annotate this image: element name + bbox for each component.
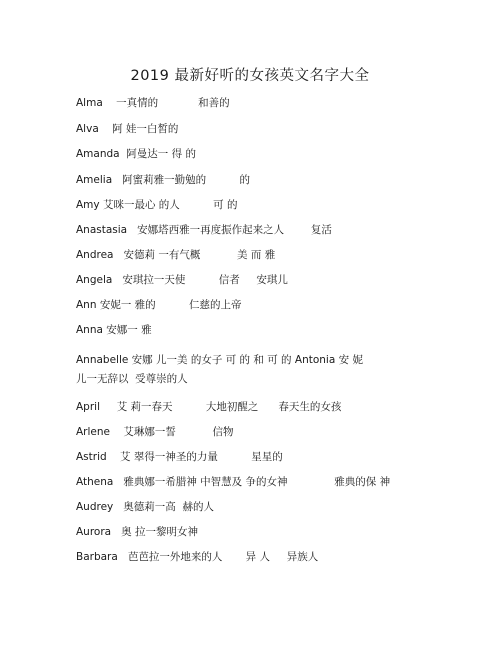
name-entry-arlene: Arlene 艾琳娜一誓 信物 bbox=[76, 426, 234, 438]
name-entry-andrea: Andrea 安德莉 一有气概 美 而 雅 bbox=[76, 249, 276, 261]
name-entry-ann: Ann 安妮一 雅的 仁慈的上帝 bbox=[76, 299, 242, 311]
name-entry-amanda: Amanda 阿曼达一 得 的 bbox=[76, 148, 196, 160]
name-entry-antonia-continued: 儿一无辞以 受尊崇的人 bbox=[76, 373, 188, 385]
name-entry-amy: Amy 艾咪一最心 的人 可 的 bbox=[76, 199, 238, 211]
name-entry-annabelle: Annabelle 安娜 儿一美 的女子 可 的 和 可 的 Antonia 安 妮 bbox=[76, 354, 363, 366]
name-entry-amelia: Amelia 阿蜜莉雅一勤勉的 的 bbox=[76, 174, 251, 186]
name-entry-athena: Athena 雅典娜一希腊神 中智慧及 争的女神 雅典的保 神 bbox=[76, 476, 391, 488]
name-entry-astrid: Astrid 艾 翠得一神圣的力量 星星的 bbox=[76, 451, 283, 463]
name-entry-anna: Anna 安娜一 雅 bbox=[76, 324, 152, 336]
name-entry-audrey: Audrey 奥德莉一高 赫的人 bbox=[76, 501, 214, 513]
name-entry-alva: Alva 阿 娃一白皙的 bbox=[76, 123, 179, 135]
name-entry-aurora: Aurora 奥 拉一黎明女神 bbox=[76, 526, 198, 538]
name-entry-anastasia: Anastasia 安娜塔西雅一再度振作起来之人 复活 bbox=[76, 224, 332, 236]
name-entry-barbara: Barbara 芭芭拉一外地来的人 异 人 异族人 bbox=[76, 551, 319, 563]
document-title: 2019 最新好听的女孩英文名字大全 bbox=[130, 68, 370, 84]
name-entry-alma: Alma 一真情的 和善的 bbox=[76, 97, 230, 109]
name-entry-angela: Angela 安琪拉一天使 信者 安琪儿 bbox=[76, 274, 288, 286]
name-entry-april: April 艾 莉一春天 大地初醒之 春天生的女孩 bbox=[76, 401, 342, 413]
